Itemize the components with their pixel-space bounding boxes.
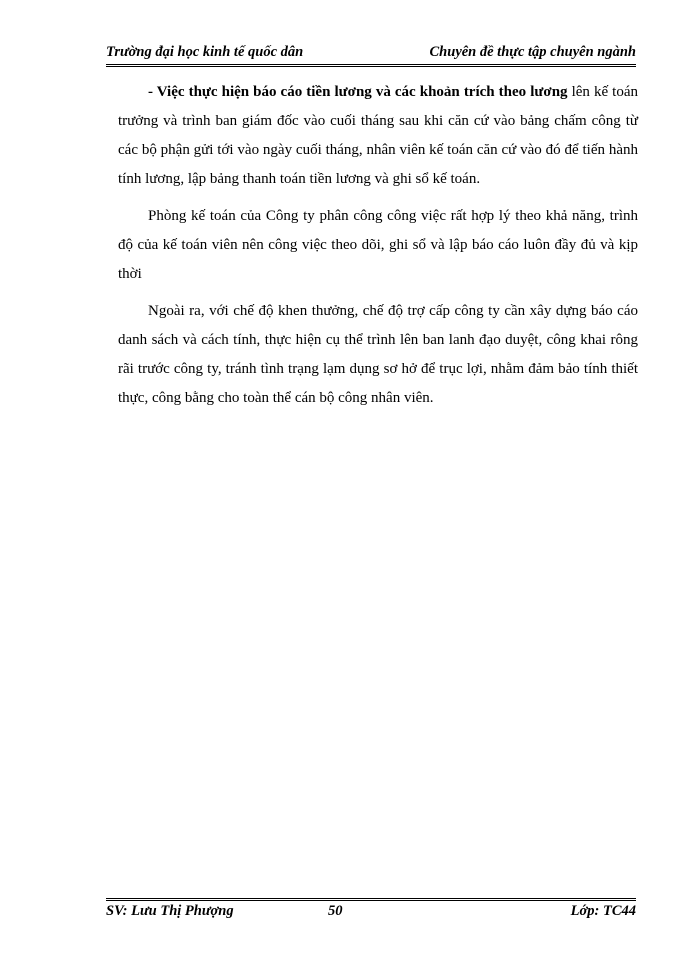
page-header [106, 44, 636, 66]
paragraph-1-text: lên kế toán trưởng và trình ban giám đốc vào cuối tháng sau khi căn cứ vào bảng chấm công từ các bộ phận gửi tới vào ngày cuối tháng, nhân viên kế toán căn cứ vào đó để tiến hành tính lương, lập bảng thanh toán tiền lương và ghi sổ kế toán. [118, 84, 638, 187]
document-body [118, 78, 638, 421]
footer-divider [106, 898, 636, 901]
paragraph-1-lead: - Việc thực hiện báo cáo tiền lương và các khoản trích theo lương [148, 84, 568, 100]
header-report-title: Chuyên đề thực tập chuyên ngành [429, 44, 636, 60]
page-footer [106, 903, 636, 923]
header-divider [106, 64, 636, 67]
footer-page-number: 50 [328, 903, 343, 919]
footer-class: Lớp: TC44 [570, 903, 636, 919]
paragraph-1 [118, 78, 638, 194]
paragraph-2: Phòng kế toán của Công ty phân công công việc rất hợp lý theo khả năng, trình độ của kế toán viên nên công việc theo dõi, ghi sổ và lập báo cáo luôn đầy đủ và kịp thời [118, 208, 638, 282]
footer-student-name: SV: Lưu Thị Phượng [106, 903, 234, 919]
header-university: Trường đại học kinh tế quốc dân [106, 44, 304, 60]
paragraph-3: Ngoài ra, với chế độ khen thưởng, chế độ trợ cấp công ty cần xây dựng báo cáo danh sách và cách tính, thực hiện cụ thể trình lên ban lanh đạo duyệt, công khai rông rãi trước công ty, tránh tình trạng lạm dụng sơ hở để trục lợi, nhằm đảm bảo tính thiết thực, công bằng cho toàn thể cán bộ công nhân viên. [118, 303, 638, 406]
